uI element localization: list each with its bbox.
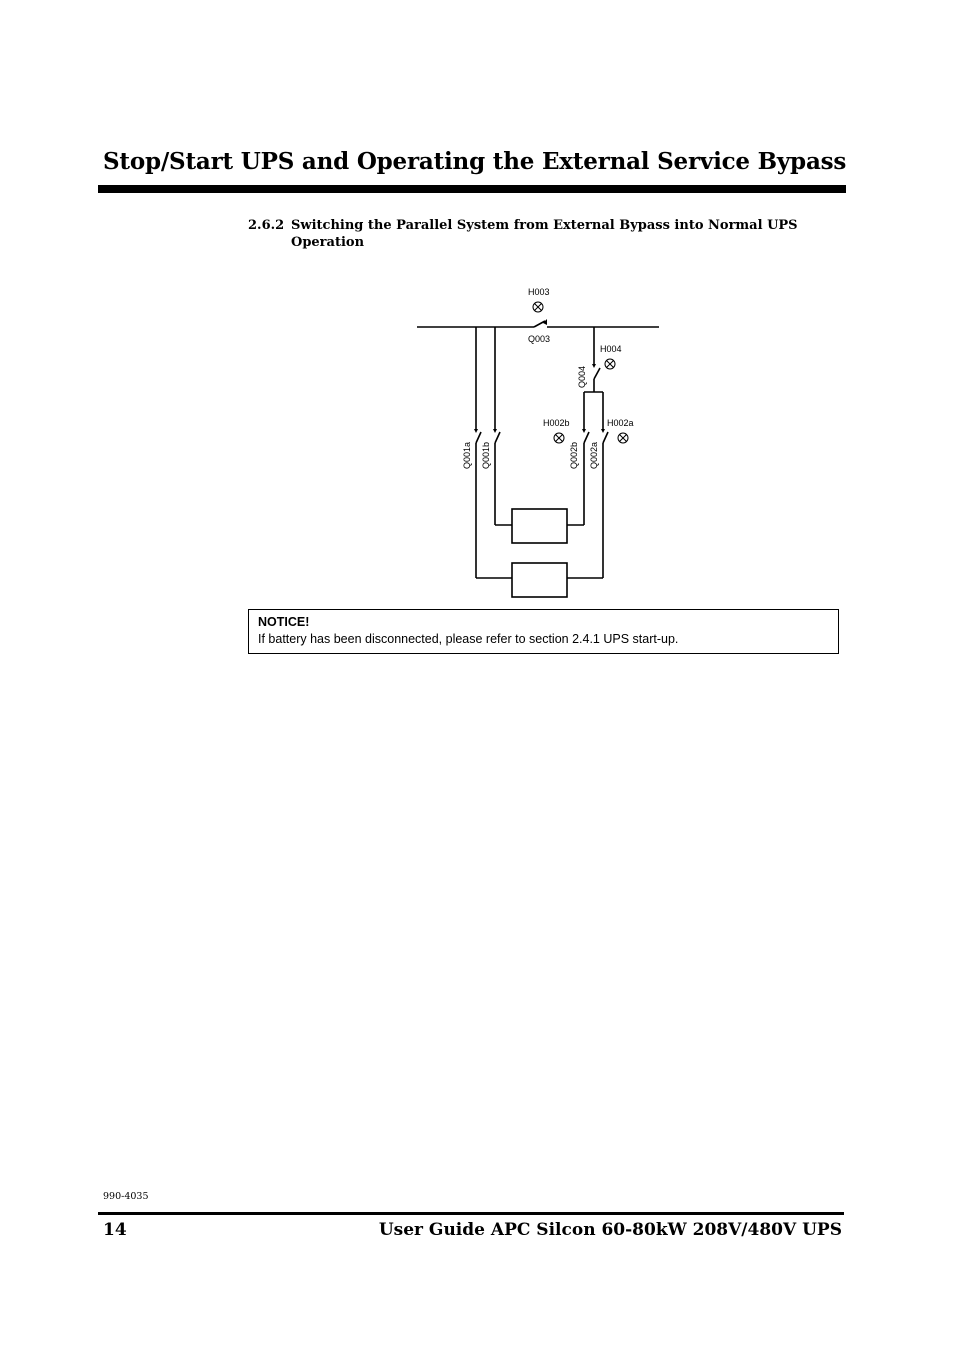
h003-label: H003 <box>528 287 550 297</box>
q004-switch-blade <box>594 368 600 379</box>
notice-text: If battery has been disconnected, please refer to section 2.4.1 UPS start-up. <box>258 632 679 646</box>
ups-module-b-icon <box>512 509 567 543</box>
h004-lamp-icon <box>605 359 615 369</box>
h003-lamp-icon <box>533 302 543 312</box>
bypass-wiring-diagram <box>410 280 670 610</box>
q003-label: Q003 <box>528 334 551 344</box>
title-rule <box>98 185 846 193</box>
h004-label: H004 <box>600 344 622 354</box>
q001b-switch-blade <box>495 432 500 443</box>
notice-box <box>248 609 839 654</box>
doc-number: 990-4035 <box>103 1191 149 1202</box>
footer-title: User Guide APC Silcon 60-80kW 208V/480V UPS <box>378 1220 842 1240</box>
notice-title: NOTICE! <box>258 615 310 629</box>
section-title: Switching the Parallel System from External Bypass into Normal UPS Operation <box>291 218 798 250</box>
q001a-label: Q001a <box>462 441 472 469</box>
h002b-label: H002b <box>543 418 570 428</box>
q001b-label: Q001b <box>481 441 491 469</box>
footer-rule <box>98 1212 844 1215</box>
h002b-lamp-icon <box>554 433 564 443</box>
q002a-switch-blade <box>603 432 608 443</box>
q002a-label: Q002a <box>589 441 599 469</box>
h002a-lamp-icon <box>618 433 628 443</box>
q003-switch-blade <box>534 321 545 327</box>
q001a-switch-blade <box>476 432 481 443</box>
ups-module-a-icon <box>512 563 567 597</box>
section-number: 2.6.2 <box>248 218 285 233</box>
q004-label: Q004 <box>577 365 587 388</box>
q002b-switch-blade <box>584 432 589 443</box>
h002a-label: H002a <box>607 418 634 428</box>
q002b-label: Q002b <box>569 441 579 469</box>
page-title: Stop/Start UPS and Operating the External Service Bypass <box>103 148 847 175</box>
page-number: 14 <box>103 1220 127 1240</box>
